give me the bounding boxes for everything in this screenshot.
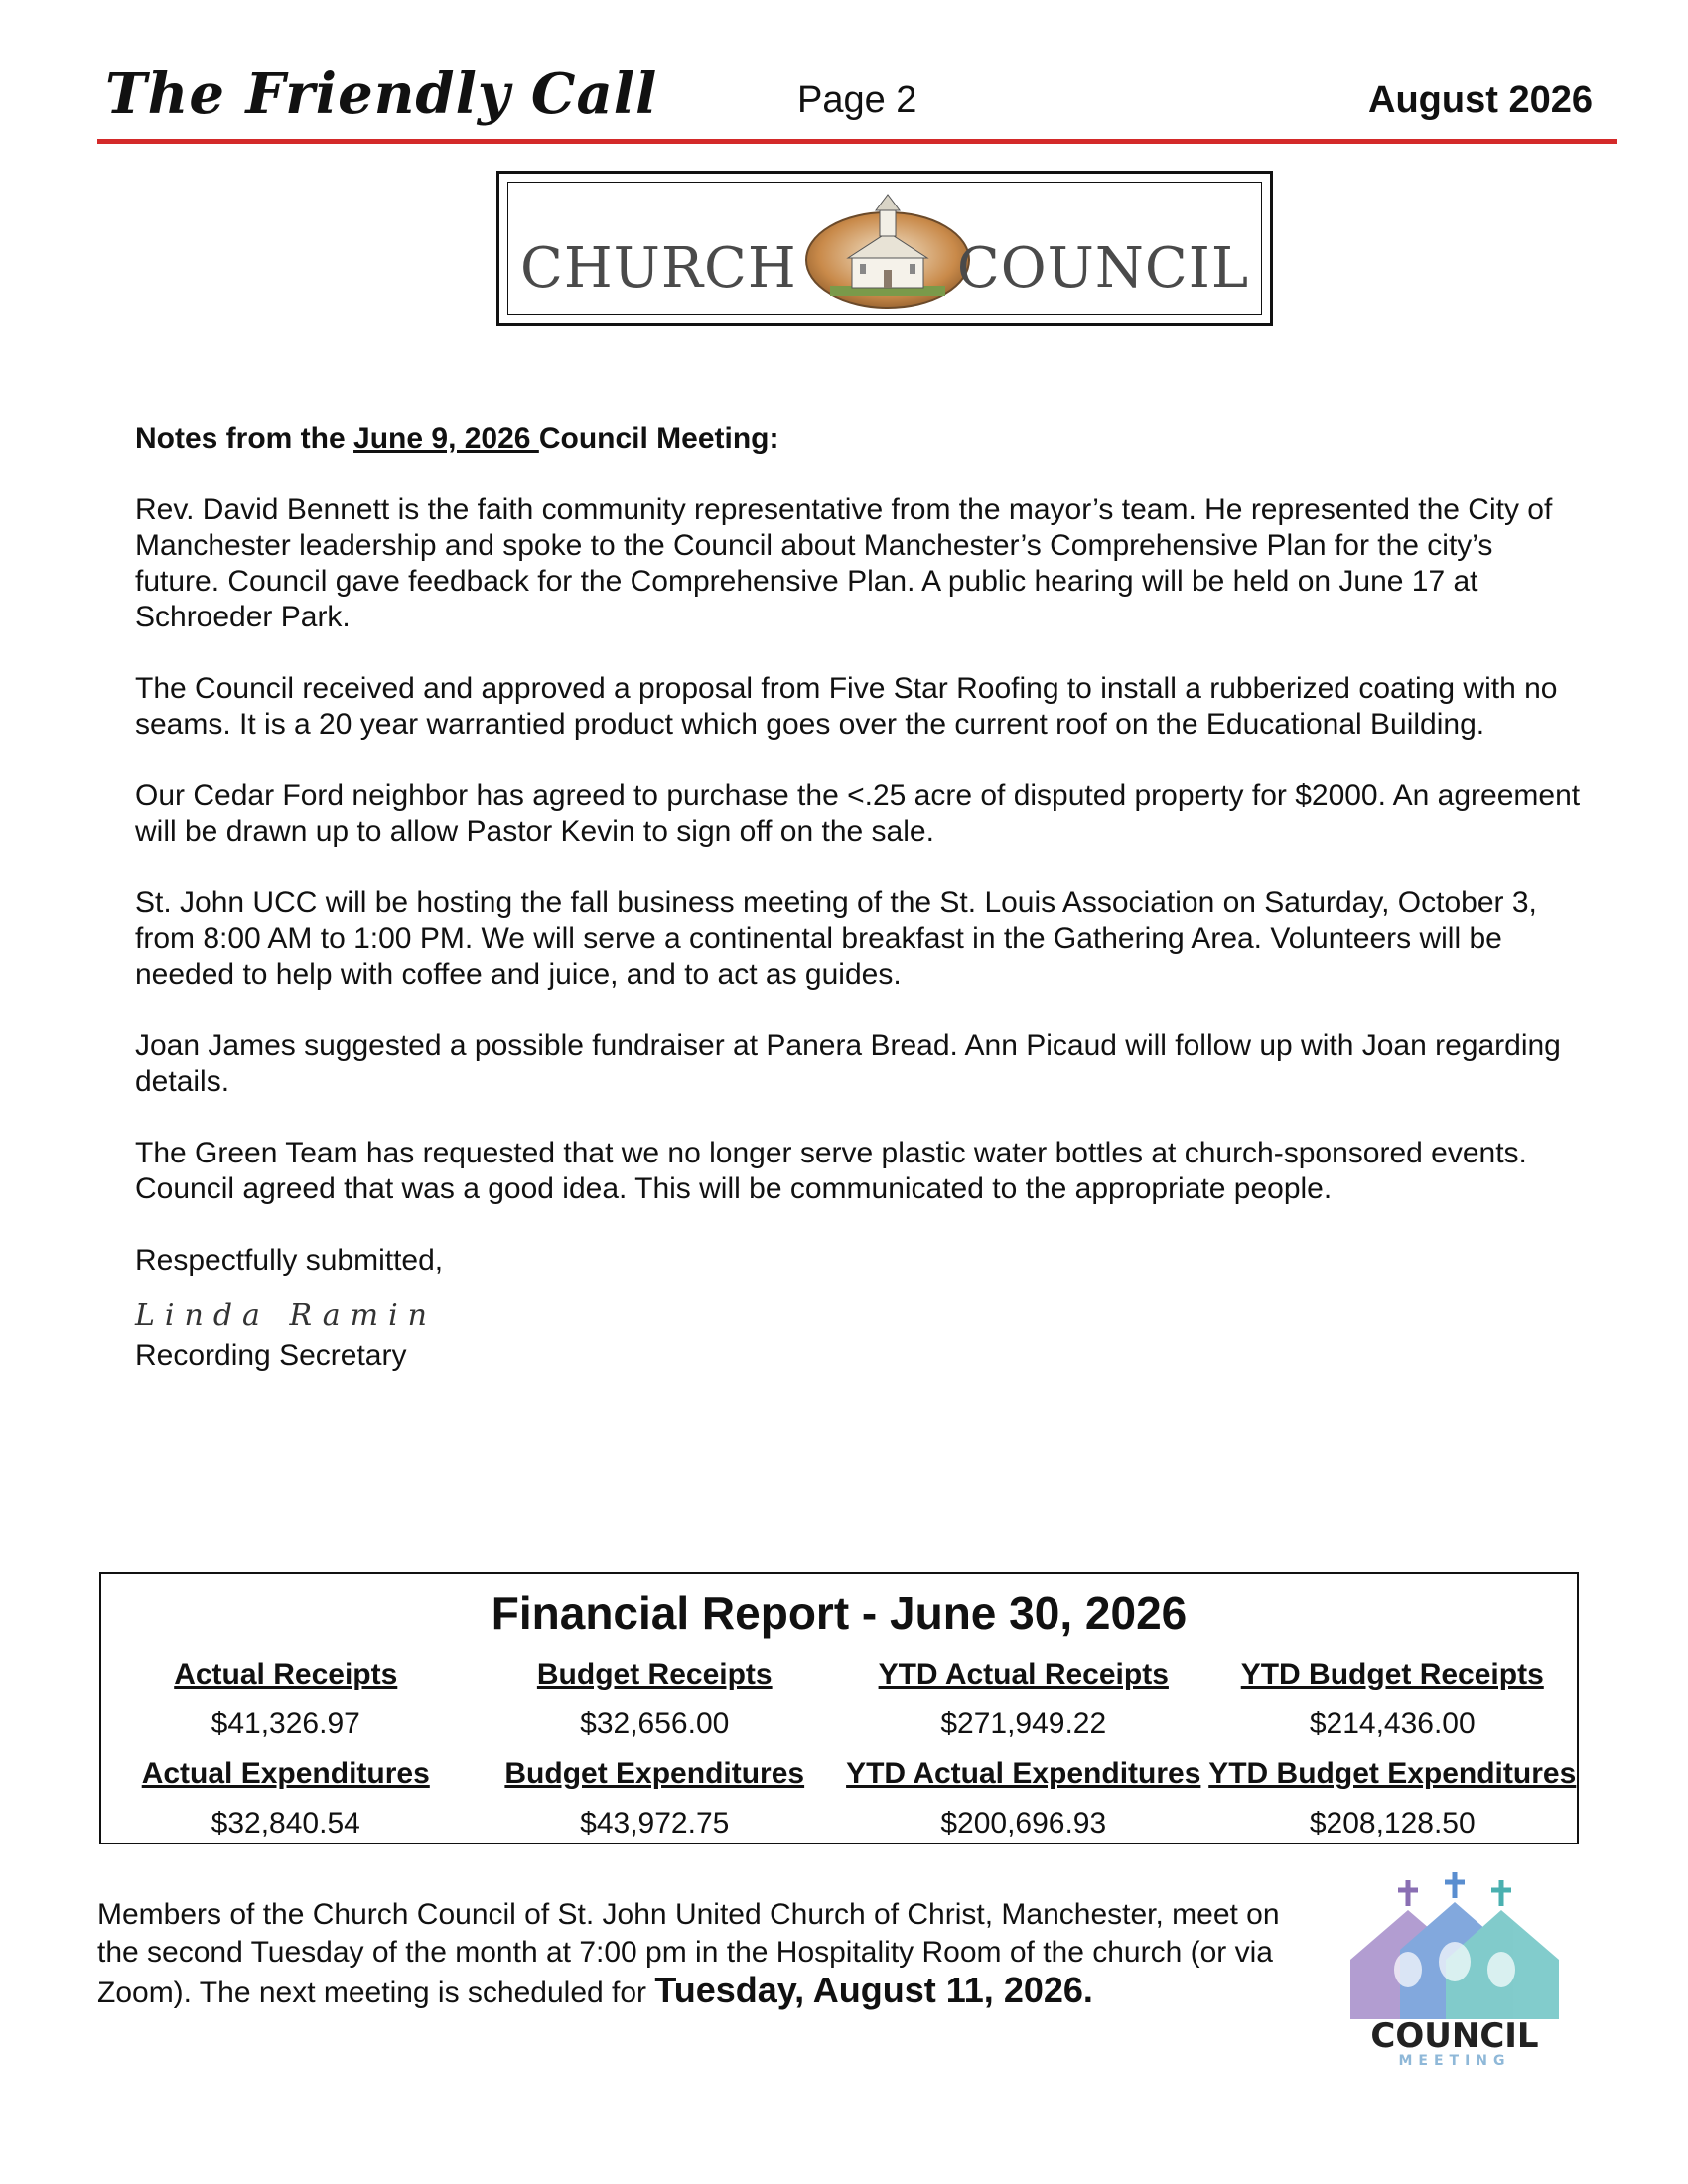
receipts-value-row bbox=[101, 1700, 1577, 1749]
logo-word: COUNCIL bbox=[1370, 2016, 1539, 2056]
fin-value: $271,949.22 bbox=[940, 1707, 1107, 1740]
expenditure-label-row bbox=[101, 1749, 1577, 1799]
notes-heading-prefix: Notes from the bbox=[135, 422, 354, 455]
church-building-icon bbox=[802, 191, 973, 314]
secretary-role: Recording Secretary bbox=[135, 1339, 407, 1372]
notes-heading bbox=[135, 421, 1585, 457]
fin-value: $32,656.00 bbox=[580, 1707, 730, 1740]
banner-frame bbox=[507, 182, 1262, 315]
fin-label: Budget Receipts bbox=[536, 1658, 773, 1691]
church-council-banner bbox=[496, 171, 1273, 326]
closing-line: Respectfully submitted, bbox=[135, 1244, 444, 1277]
header-divider bbox=[97, 139, 1617, 144]
expenditure-value-row bbox=[101, 1799, 1577, 1848]
fin-label: YTD Budget Expenditures bbox=[1208, 1757, 1577, 1790]
notes-paragraph: St. John UCC will be hosting the fall business meeting of the St. Louis Association on Saturday, October 3, from 8:00 AM to 1:00 PM. We will serve a continental breakfast in the Gathering Area. Volunteers will be needed to help with coffee and juice, and to act as guides. bbox=[135, 887, 1537, 991]
fin-value: $208,128.50 bbox=[1309, 1807, 1476, 1840]
next-meeting-date: Tuesday, August 11, 2026. bbox=[654, 1970, 1093, 2010]
financial-report-title: Financial Report - June 30, 2026 bbox=[491, 1587, 1188, 1639]
fin-label: Budget Expenditures bbox=[504, 1757, 805, 1790]
banner-word-council: COUNCIL bbox=[956, 236, 1249, 301]
page-number: Page 2 bbox=[797, 79, 917, 121]
fin-label: YTD Actual Receipts bbox=[878, 1658, 1169, 1691]
notes-paragraph: The Green Team has requested that we no longer serve plastic water bottles at church-sponsored events. Council agreed that was a good idea. This will be communicated to the appropriate people. bbox=[135, 1137, 1527, 1205]
meeting-notes bbox=[135, 421, 1585, 1374]
fin-value: $32,840.54 bbox=[211, 1807, 360, 1840]
notes-paragraph: Rev. David Bennett is the faith community representative from the mayor’s team. He represented the City of Manchester leadership and spoke to the Council about Manchester’s Comprehensive Plan for the city’s future. Council gave feedback for the Comprehensive Plan. A public hearing will be held on June 17 at Schroeder Park. bbox=[135, 493, 1553, 633]
council-meeting-logo bbox=[1331, 1870, 1579, 2069]
fin-value: $43,972.75 bbox=[580, 1807, 730, 1840]
meeting-schedule-note bbox=[97, 1896, 1319, 2012]
fin-value: $214,436.00 bbox=[1309, 1707, 1476, 1740]
fin-value: $200,696.93 bbox=[940, 1807, 1107, 1840]
financial-report bbox=[99, 1572, 1579, 1844]
signature: Linda Ramin bbox=[135, 1298, 437, 1333]
notes-paragraph: Joan James suggested a possible fundraiser at Panera Bread. Ann Picaud will follow up with Joan regarding details. bbox=[135, 1029, 1561, 1098]
schedule-text: Members of the Church Council of St. John United Church of Christ, Manchester, meet on the second Tuesday of the month at 7:00 pm in the Hospitality Room of the church (or via Zoom). The next meeting is scheduled for bbox=[97, 1898, 1280, 2009]
masthead bbox=[97, 62, 1601, 141]
notes-paragraph: The Council received and approved a proposal from Five Star Roofing to install a rubberized coating with no seams. It is a 20 year warrantied product which goes over the current roof on the Educational Building. bbox=[135, 672, 1558, 741]
receipts-label-row bbox=[101, 1650, 1577, 1700]
logo-subword: MEETING bbox=[1398, 2053, 1511, 2069]
notes-heading-suffix: Council Meeting: bbox=[538, 422, 779, 455]
fin-label: Actual Receipts bbox=[174, 1658, 398, 1691]
banner-word-church: CHURCH bbox=[520, 236, 797, 301]
issue-date: August 2026 bbox=[1368, 79, 1593, 121]
notes-paragraph: Our Cedar Ford neighbor has agreed to purchase the <.25 acre of disputed property for $2000. An agreement will be drawn up to allow Pastor Kevin to sign off on the sale. bbox=[135, 779, 1581, 848]
fin-label: Actual Expenditures bbox=[141, 1757, 430, 1790]
notes-heading-date: June 9, 2026 bbox=[353, 422, 539, 455]
fin-label: YTD Actual Expenditures bbox=[846, 1757, 1201, 1790]
fin-label: YTD Budget Receipts bbox=[1240, 1658, 1544, 1691]
fin-value: $41,326.97 bbox=[211, 1707, 360, 1740]
newsletter-title: The Friendly Call bbox=[105, 62, 658, 127]
financial-table bbox=[101, 1650, 1577, 1848]
